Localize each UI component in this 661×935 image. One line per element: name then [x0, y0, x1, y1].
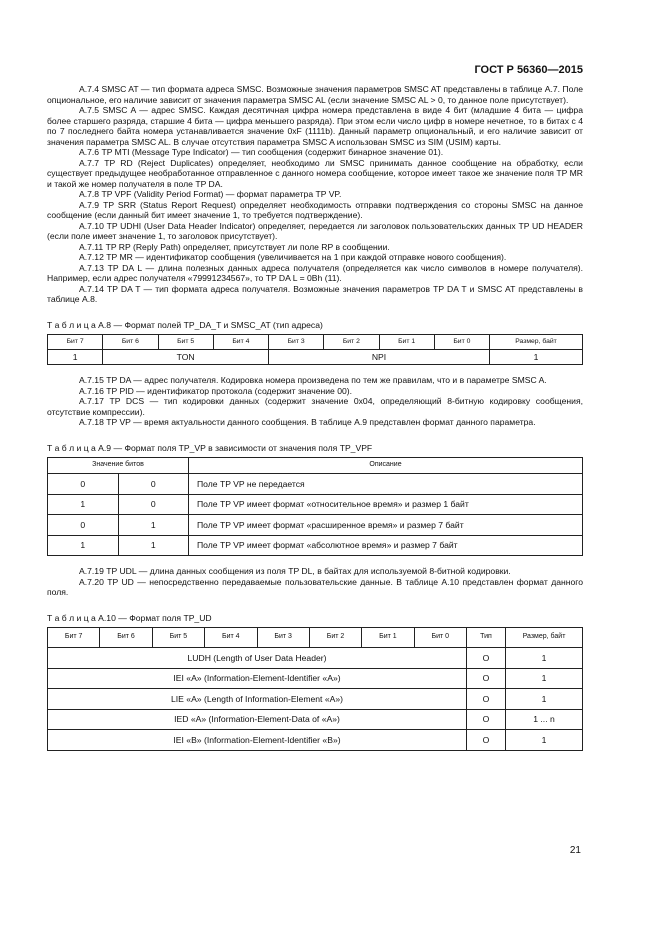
table-header-cell: Бит 1	[362, 628, 414, 648]
table-header-cell: Бит 2	[309, 628, 361, 648]
table-a8-caption: Т а б л и ц а А.8 — Формат полей TP_DA_T и SMSC_AT (тип адреса)	[47, 319, 323, 330]
table-header-cell: Бит 4	[213, 335, 268, 350]
table-header-cell: Бит 3	[269, 335, 324, 350]
table-header-cell: Описание	[189, 458, 583, 474]
table-row	[48, 350, 583, 365]
table-header-cell: Бит 1	[379, 335, 434, 350]
table-header-cell: Бит 3	[257, 628, 309, 648]
table-a9	[47, 457, 583, 556]
paragraphs-a7-4-to-a7-14	[47, 84, 583, 305]
table-cell: 1	[48, 535, 119, 556]
table-header-cell: Бит 7	[48, 628, 100, 648]
table-header-cell: Размер, байт	[506, 628, 583, 648]
table-cell: LUDH (Length of User Data Header)	[48, 648, 467, 669]
table-cell: 0	[118, 494, 189, 515]
table-header-cell: Бит 2	[324, 335, 379, 350]
table-cell: 1	[506, 648, 583, 669]
paragraph: А.7.15 TP DA — адрес получателя. Кодировка номера произведена по тем же правилам, что и в параметре SMSC A.	[79, 375, 547, 385]
table-row	[48, 709, 583, 730]
table-a8	[47, 334, 583, 365]
table-header-cell: Бит 0	[434, 335, 489, 350]
table-header-cell: Бит 7	[48, 335, 103, 350]
paragraph: А.7.5 SMSC A — адрес SMSC. Каждая десятичная цифра номера представлена в виде 4 бит (младшие 4 бита — цифра более старшего разряда, старшие 4 бита — цифра меньшего разряда). При этом если число цифр в номере нечетное, то в битах с 4 по 7 последнего байта номера устанавливается значение 0xF (1111b). Данный параметр опциональный, и его наличие зависит от значения параметра SMSC AL. В случае отсутствия параметра SMSC A использован SMSC из SIM (USIM) карты.	[47, 105, 583, 147]
table-header-cell: Значение битов	[48, 458, 189, 474]
paragraph: А.7.20 TP UD — непосредственно передаваемые пользовательские данные. В таблице А.10 представлен формат данного поля.	[47, 576, 583, 597]
table-header-cell: Тип	[467, 628, 506, 648]
table-row	[48, 668, 583, 689]
table-cell: 1	[118, 515, 189, 536]
page-content	[47, 84, 583, 751]
table-a10	[47, 627, 583, 751]
table-header-cell: Размер, байт	[490, 335, 583, 350]
table-cell: NPI	[269, 350, 490, 365]
table-header-cell: Бит 4	[205, 628, 257, 648]
table-cell: O	[467, 709, 506, 730]
paragraphs-a7-15-to-a7-18	[47, 375, 583, 428]
paragraph: А.7.4 SMSC AT — тип формата адреса SMSC. Возможные значения параметров SMSC AT представлены в таблице А.7. Поле опциональное, его наличие зависит от значения параметра SMSC AL (если значение SMSC AL > 0, то данное поле присутствует).	[47, 84, 583, 105]
table-header-cell: Бит 6	[103, 335, 158, 350]
table-cell: 1	[490, 350, 583, 365]
table-cell: 0	[118, 474, 189, 495]
paragraph: А.7.19 TP UDL — длина данных сообщения из поля TP DL, в байтах для используемой 8-битной кодировки.	[79, 566, 511, 576]
table-cell: IEI «A» (Information-Element-Identifier «A»)	[48, 668, 467, 689]
paragraph: А.7.12 TP MR — идентификатор сообщения (увеличивается на 1 при каждой отправке нового сообщения).	[79, 252, 507, 262]
table-cell: IED «A» (Information-Element-Data of «A»)	[48, 709, 467, 730]
table-cell: TON	[103, 350, 269, 365]
paragraph: А.7.14 TP DA T — тип формата адреса получателя. Возможные значения параметров TP DA T и SMSC AT представлены в таблице А.8.	[47, 283, 583, 304]
page-number: 21	[569, 845, 581, 856]
table-header-cell: Бит 0	[414, 628, 466, 648]
table-cell: 1	[48, 494, 119, 515]
table-header-row	[48, 628, 583, 648]
table-cell: O	[467, 648, 506, 669]
table-cell: 1	[118, 535, 189, 556]
table-row	[48, 689, 583, 710]
table-header-row	[48, 458, 583, 474]
table-cell: LIE «A» (Length of Information-Element «A»)	[48, 689, 467, 710]
paragraph: А.7.18 TP VP — время актуальности данного сообщения. В таблице А.9 представлен формат данного параметра.	[79, 417, 536, 427]
table-cell: Поле TP VP имеет формат «расширенное время» и размер 7 байт	[189, 515, 583, 536]
table-cell: Поле TP VP имеет формат «абсолютное время» и размер 7 байт	[189, 535, 583, 556]
table-row	[48, 474, 583, 495]
table-row	[48, 648, 583, 669]
table-cell: IEI «B» (Information-Element-Identifier «B»)	[48, 730, 467, 751]
table-cell: O	[467, 689, 506, 710]
table-cell: Поле TP VP не передается	[189, 474, 583, 495]
paragraph: А.7.11 TP RP (Reply Path) определяет, присутствует ли поле RP в сообщении.	[79, 241, 390, 252]
paragraph: А.7.8 TP VPF (Validity Period Format) — формат параметра TP VP.	[79, 189, 342, 199]
table-cell: 1	[506, 730, 583, 751]
paragraph: А.7.10 TP UDHI (User Data Header Indicator) определяет, передается ли заголовок пользовательских данных TP UD HEADER (если поле имеет значение 1, то заголовок присутствует).	[47, 220, 583, 241]
paragraph: А.7.17 TP DCS — тип кодировки данных (содержит значение 0x04, определяющий 8-битную кодировку сообщения, отсутствие компрессии).	[47, 396, 583, 417]
paragraph: А.7.7 TP RD (Reject Duplicates) определяет, необходимо ли SMSC принимать данное сообщение на обработку, если существует предыдущее необработанное отправленное с данного номера сообщение, которое имеет такое же значение поля TP MR и такой же номер получателя в поле TP DA.	[47, 157, 583, 189]
paragraph: А.7.6 TP MTI (Message Type Indicator) — тип сообщения (содержит бинарное значение 01).	[79, 147, 444, 157]
table-a10-caption: Т а б л и ц а А.10 — Формат поля TP_UD	[47, 612, 212, 623]
document-header: ГОСТ Р 56360—2015	[474, 64, 583, 76]
table-header-cell: Бит 5	[158, 335, 213, 350]
table-cell: 0	[48, 515, 119, 536]
paragraph: А.7.13 TP DA L — длина полезных данных адреса получателя (определяется как число символов в номере получателя). Например, если адрес получателя «79991234567», то TP DA L = 0Bh (11).	[47, 262, 583, 283]
paragraphs-a7-19-to-a7-20	[47, 566, 583, 598]
table-cell: 1	[506, 668, 583, 689]
table-cell: Поле TP VP имеет формат «относительное время» и размер 1 байт	[189, 494, 583, 515]
table-row	[48, 515, 583, 536]
table-header-cell: Бит 5	[152, 628, 204, 648]
table-row	[48, 535, 583, 556]
table-cell: 1	[48, 350, 103, 365]
table-a9-caption: Т а б л и ц а А.9 — Формат поля TP_VP в зависимости от значения поля TP_VPF	[47, 442, 373, 453]
table-cell: O	[467, 730, 506, 751]
paragraph: А.7.16 TP PID — идентификатор протокола (содержит значение 00).	[79, 385, 353, 396]
table-row	[48, 730, 583, 751]
table-cell: 0	[48, 474, 119, 495]
table-cell: 1	[506, 689, 583, 710]
table-header-cell: Бит 6	[100, 628, 152, 648]
table-header-row	[48, 335, 583, 350]
table-cell: O	[467, 668, 506, 689]
table-row	[48, 494, 583, 515]
paragraph: А.7.9 TP SRR (Status Report Request) определяет необходимость отправки подтверждения со стороны SMSC на данное сообщение (если данный бит имеет значение 1, то требуется подтверждение).	[47, 199, 583, 220]
table-cell: 1 ... n	[506, 709, 583, 730]
